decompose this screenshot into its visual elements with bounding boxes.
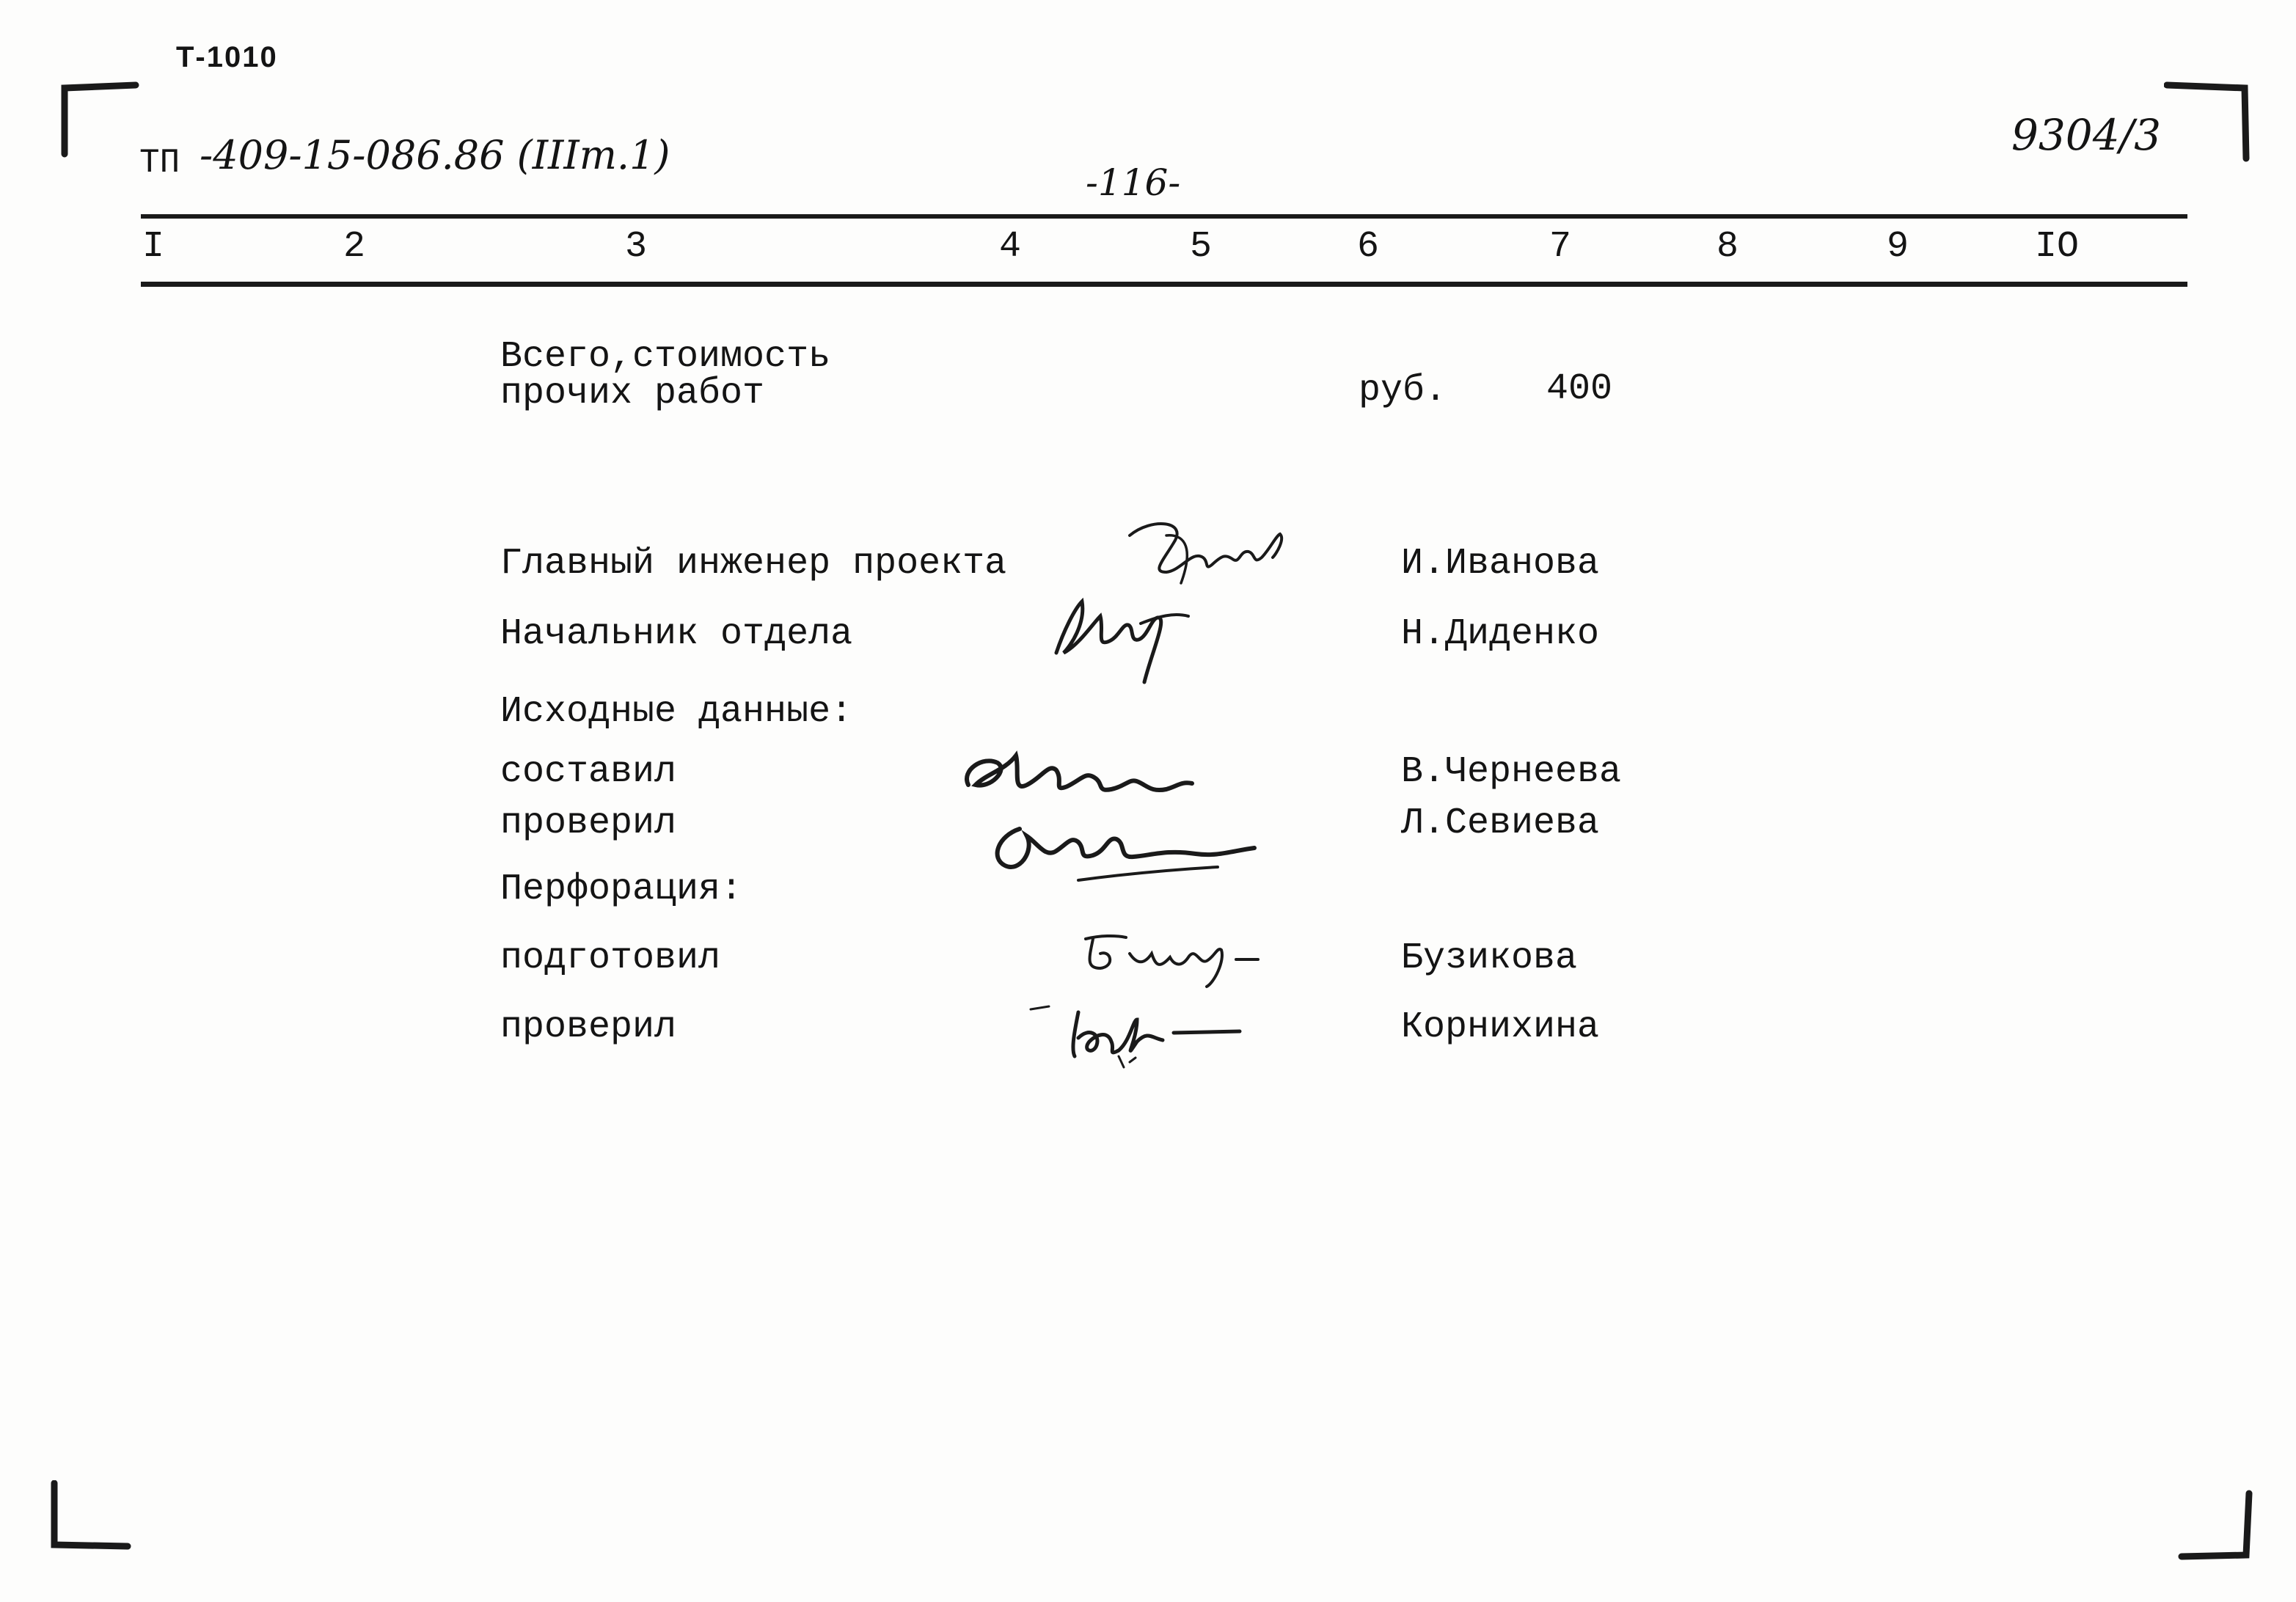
column-number: IO <box>2035 226 2080 268</box>
name-chief-engineer: И.Иванова <box>1401 543 1600 585</box>
column-number: 2 <box>343 226 366 268</box>
doc-prefix: ТП <box>139 144 180 182</box>
top-code: Т-1010 <box>176 41 278 73</box>
perforation-checked-label: проверил <box>500 1006 677 1048</box>
signature-checked <box>976 807 1284 888</box>
corner-mark-bottom-left <box>47 1480 135 1554</box>
doc-number-handwritten: -409-15-086.86 (IIIт.1) <box>200 132 670 178</box>
column-number: 8 <box>1716 226 1739 268</box>
column-number: 4 <box>999 226 1022 268</box>
compiled-name: В.Чернеева <box>1401 751 1622 793</box>
page-number: -116- <box>1086 161 1181 204</box>
sheet-number: 9304/3 <box>2011 110 2162 160</box>
compiled-label: составил <box>500 751 677 793</box>
column-number: 9 <box>1887 226 1909 268</box>
total-label-line1: Всего,стоимость <box>500 336 831 378</box>
column-number: 3 <box>625 226 648 268</box>
checked-name: Л.Севиева <box>1401 802 1600 844</box>
role-chief-engineer: Главный инженер проекта <box>500 543 1007 585</box>
signature-perforation-checked <box>1027 998 1254 1078</box>
header-rule-bottom <box>141 282 2187 287</box>
total-unit: руб. <box>1359 370 1447 412</box>
header-rule-top <box>141 214 2187 219</box>
prepared-label: подготовил <box>500 937 721 979</box>
checked-label: проверил <box>500 802 677 844</box>
total-value: 400 <box>1546 368 1613 410</box>
column-number: 5 <box>1190 226 1213 268</box>
corner-mark-top-right <box>2164 79 2252 164</box>
column-number: 6 <box>1357 226 1380 268</box>
column-number: 7 <box>1549 226 1572 268</box>
corner-mark-bottom-right <box>2176 1489 2256 1562</box>
total-label-line2: прочих работ <box>500 373 765 414</box>
role-department-head: Начальник отдела <box>500 613 853 655</box>
signature-compiled <box>954 741 1218 814</box>
signature-department-head <box>1042 572 1203 697</box>
initial-data-heading: Исходные данные: <box>500 691 853 733</box>
corner-mark-top-left <box>59 81 139 161</box>
prepared-name: Бузикова <box>1401 937 1578 979</box>
perforation-heading: Перфорация: <box>500 868 743 910</box>
signature-prepared <box>1071 924 1269 990</box>
perforation-checked-name: Корнихина <box>1401 1006 1600 1048</box>
column-number: I <box>142 226 165 268</box>
name-department-head: Н.Диденко <box>1401 613 1600 655</box>
